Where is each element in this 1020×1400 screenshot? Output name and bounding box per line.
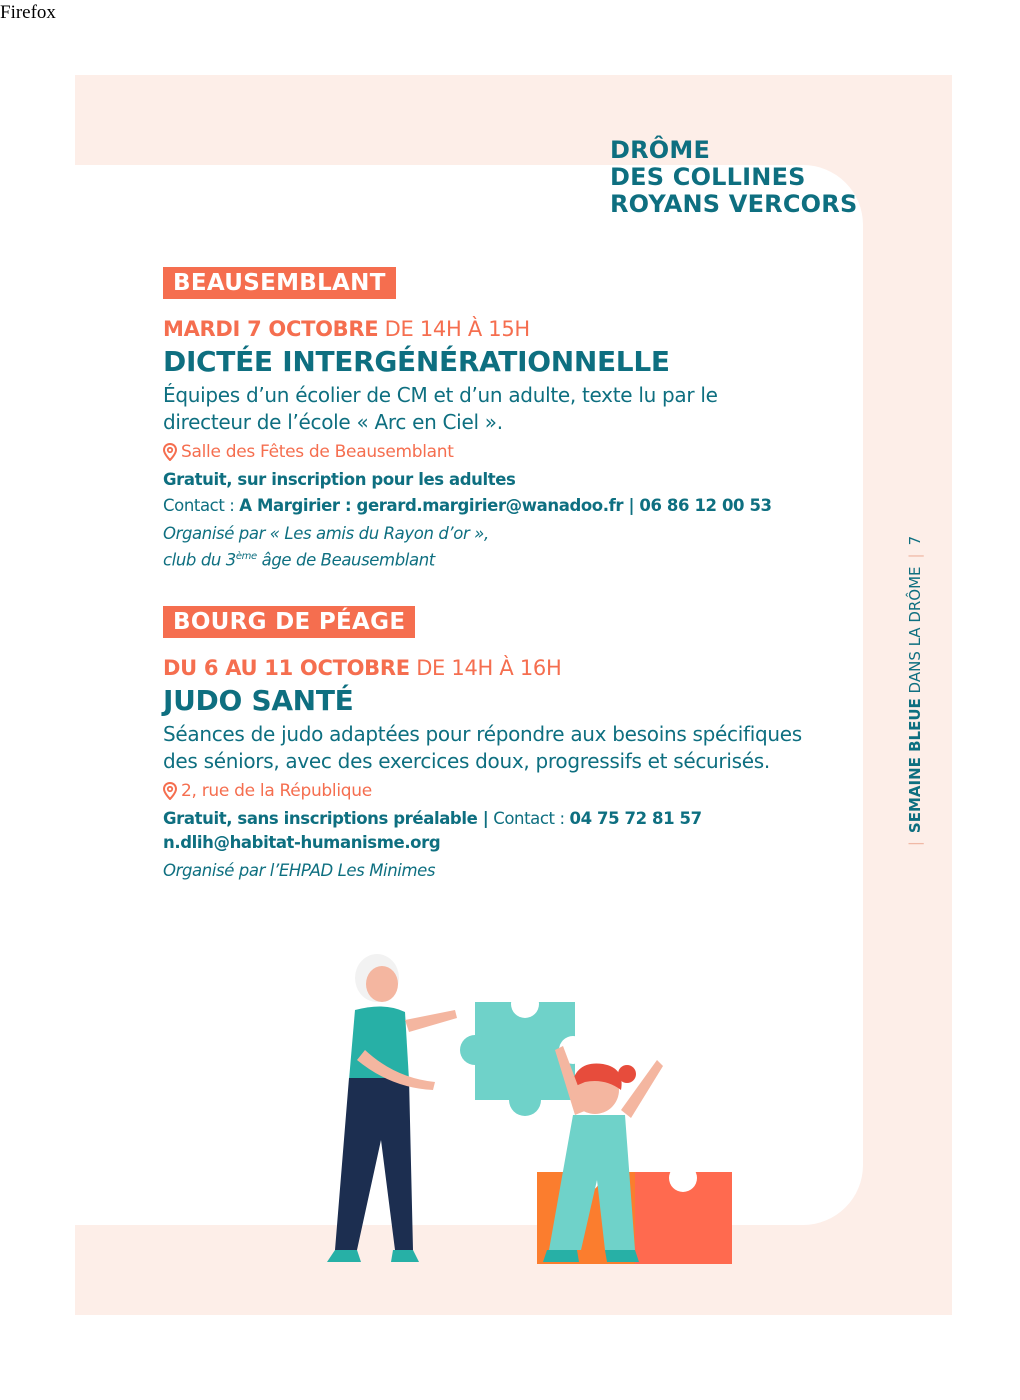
divider-bar: | (906, 553, 924, 559)
event-time: DE 14H À 16H (416, 656, 562, 680)
event-price-text: Gratuit, sur inscription pour les adultes (163, 470, 516, 489)
event-organizer (163, 522, 803, 572)
event-location (163, 442, 803, 462)
event-time: DE 14H À 15H (384, 317, 530, 341)
organizer-line-2 (163, 545, 803, 572)
running-header-bold: SEMAINE BLEUE (906, 698, 924, 834)
region-line-3: ROYANS VERCORS (610, 190, 858, 218)
contact-label: Contact : (163, 496, 235, 515)
event-date-bold: DU 6 AU 11 OCTOBRE (163, 656, 410, 680)
event-email (163, 831, 803, 855)
event-description: Équipes d’un écolier de CM et d’un adulte, texte lu par le directeur de l’école « Arc en Ciel ». (163, 383, 718, 434)
event-title: JUDO SANTÉ (163, 684, 354, 717)
organizer-line-2-post: âge de Beausemblant (256, 550, 435, 570)
region-line-2: DES COLLINES (610, 163, 806, 191)
side-running-header (903, 535, 927, 855)
event-location-text: 2, rue de la République (181, 781, 372, 801)
event-date-bold: MARDI 7 OCTOBRE (163, 317, 379, 341)
browser-label: Firefox (0, 2, 56, 23)
email-text: n.dlih@habitat-humanisme.org (163, 833, 441, 852)
event-description: Séances de judo adaptées pour répondre aux besoins spécifiques des séniors, avec des exercices doux, progressifs et sécurisés. (163, 722, 802, 773)
contact-label: Contact : (493, 809, 565, 828)
contact-value: 04 75 72 81 57 (569, 809, 702, 828)
event-location (163, 781, 803, 801)
grandmother-figure (327, 954, 457, 1262)
event-title: DICTÉE INTERGÉNÉRATIONNELLE (163, 345, 670, 378)
event-price (163, 468, 803, 492)
contact-value: A Margirier : gerard.margirier@wanadoo.fr | 06 86 12 00 53 (239, 496, 772, 515)
event-date (163, 317, 803, 341)
event-price-text: Gratuit, sans inscriptions préalable | (163, 809, 489, 828)
event-bourg-de-peage (163, 606, 803, 882)
organizer-line-1: Organisé par « Les amis du Rayon d’or », (163, 524, 489, 543)
event-organizer: Organisé par l’EHPAD Les Minimes (163, 861, 436, 880)
town-tag: BOURG DE PÉAGE (163, 606, 415, 638)
organizer-superscript: ème (235, 551, 257, 562)
region-line-1: DRÔME (610, 136, 711, 164)
grandmother-child-puzzle-illustration (305, 950, 745, 1290)
brochure-page (75, 75, 952, 1315)
organizer-line-2-pre: club du 3 (163, 550, 236, 570)
event-beausemblant (163, 267, 803, 572)
town-tag: BEAUSEMBLANT (163, 267, 396, 299)
event-price-contact (163, 807, 803, 831)
page-number: 7 (906, 535, 924, 546)
teal-puzzle-piece (460, 990, 587, 1116)
event-contact (163, 494, 803, 518)
map-pin-icon (163, 782, 177, 800)
region-title (610, 137, 857, 218)
event-date (163, 656, 803, 680)
event-location-text: Salle des Fêtes de Beausemblant (181, 442, 454, 462)
divider-bar: | (906, 841, 924, 847)
map-pin-icon (163, 443, 177, 461)
running-header-rest: DANS LA DRÔME (906, 566, 924, 694)
